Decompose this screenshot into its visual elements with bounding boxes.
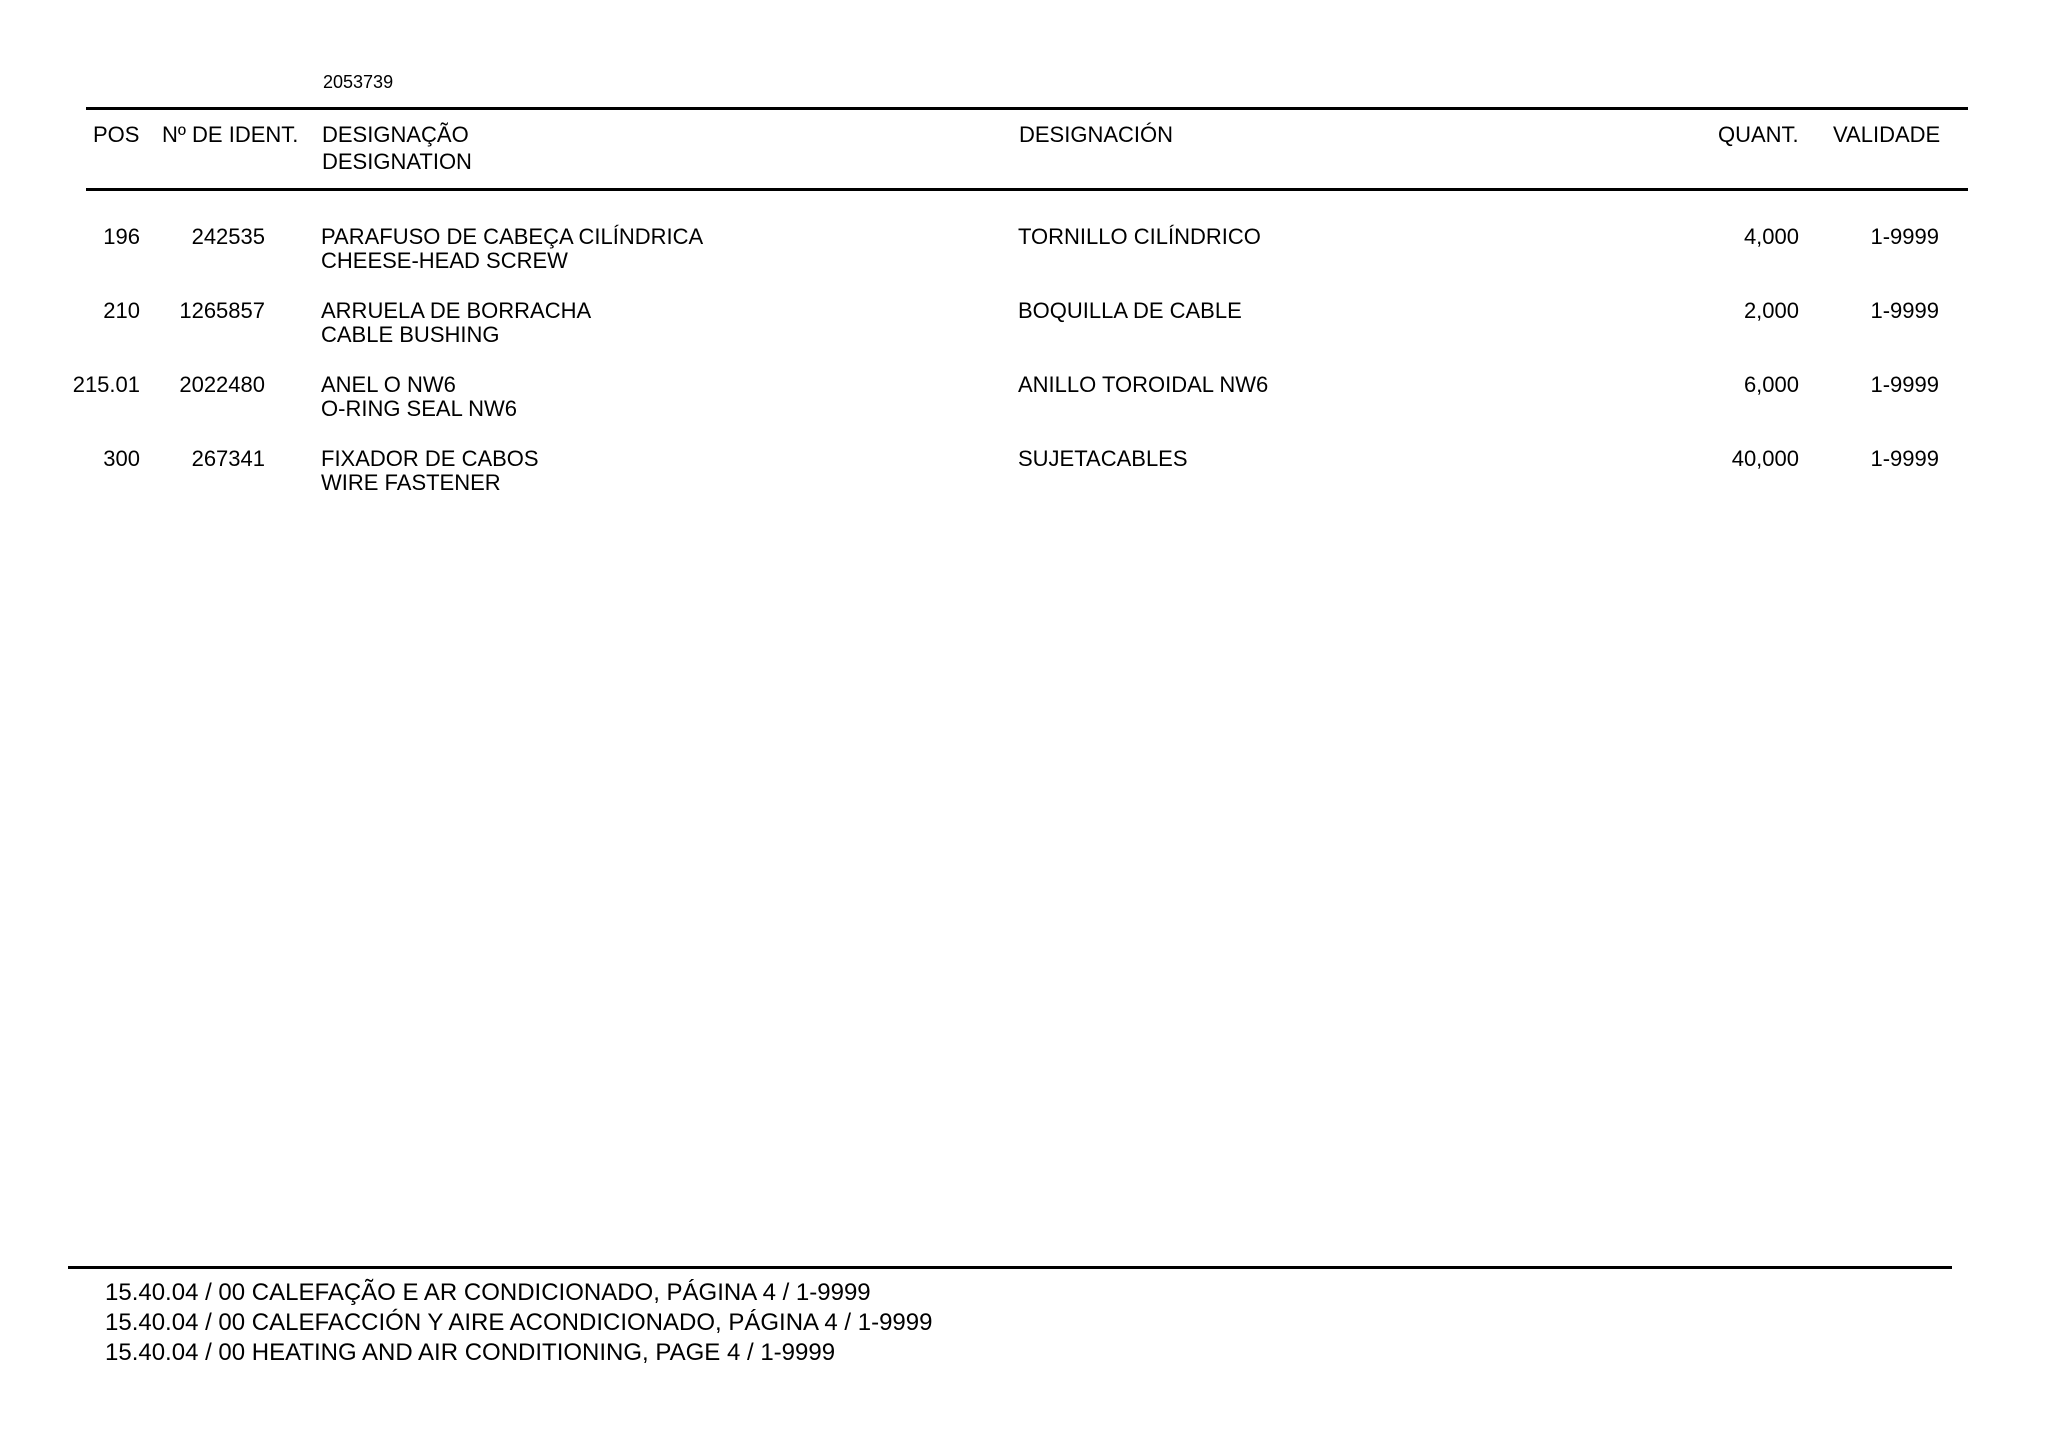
- row-designation-en: CHEESE-HEAD SCREW: [321, 248, 568, 273]
- table-row: [0, 299, 2048, 359]
- table-row: [0, 373, 2048, 433]
- row-quantity: 2,000: [1743, 298, 1799, 323]
- row-quantity: 40,000: [1731, 446, 1799, 471]
- row-validity: 1-9999: [1870, 372, 1939, 397]
- row-designation-es: TORNILLO CILÍNDRICO: [1018, 224, 1261, 249]
- header-quantity: QUANT.: [1718, 122, 1799, 147]
- header-designation-pt: DESIGNAÇÃO: [322, 122, 469, 147]
- table-row: [0, 447, 2048, 507]
- table-row: [0, 225, 2048, 285]
- page-footer: [105, 1278, 932, 1368]
- row-pos: 300: [103, 446, 140, 471]
- row-designation-en: O-RING SEAL NW6: [321, 396, 517, 421]
- row-ident: 1265857: [179, 298, 265, 323]
- row-ident: 267341: [191, 446, 265, 471]
- row-ident: 242535: [191, 224, 265, 249]
- row-quantity: 4,000: [1743, 224, 1799, 249]
- header-validity: VALIDADE: [1833, 122, 1941, 147]
- row-designation-es: SUJETACABLES: [1018, 446, 1188, 471]
- row-validity: 1-9999: [1870, 224, 1939, 249]
- row-validity: 1-9999: [1870, 298, 1939, 323]
- row-designation-en: WIRE FASTENER: [321, 470, 501, 495]
- row-designation: [321, 225, 703, 273]
- row-designation-pt: PARAFUSO DE CABEÇA CILÍNDRICA: [321, 224, 704, 249]
- footer-line-es: 15.40.04 / 00 CALEFACCIÓN Y AIRE ACONDICIONADO, PÁGINA 4 / 1-9999: [105, 1309, 933, 1336]
- row-designation-pt: ARRUELA DE BORRACHA: [321, 298, 592, 323]
- header-designation-es: DESIGNACIÓN: [1019, 122, 1174, 147]
- footer-line-en: 15.40.04 / 00 HEATING AND AIR CONDITIONING, PAGE 4 / 1-9999: [105, 1339, 836, 1366]
- header-ident: Nº DE IDENT.: [162, 122, 299, 147]
- header-top-rule: [86, 107, 1968, 110]
- row-quantity: 6,000: [1743, 372, 1799, 397]
- row-designation-en: CABLE BUSHING: [321, 322, 500, 347]
- row-designation: [321, 299, 591, 347]
- row-pos: 215.01: [72, 372, 140, 397]
- document-number: 2053739: [323, 72, 394, 92]
- header-bottom-rule: [86, 188, 1968, 191]
- header-pos: POS: [93, 122, 140, 147]
- row-designation-pt: ANEL O NW6: [321, 372, 456, 397]
- row-designation-pt: FIXADOR DE CABOS: [321, 446, 539, 471]
- row-pos: 196: [103, 224, 140, 249]
- header-designation-en: DESIGNATION: [322, 149, 472, 174]
- row-designation: [321, 447, 539, 495]
- row-validity: 1-9999: [1870, 446, 1939, 471]
- footer-rule: [68, 1266, 1952, 1269]
- row-ident: 2022480: [179, 372, 265, 397]
- row-pos: 210: [103, 298, 140, 323]
- row-designation: [321, 373, 517, 421]
- header-designation: [322, 121, 472, 175]
- row-designation-es: BOQUILLA DE CABLE: [1018, 298, 1242, 323]
- row-designation-es: ANILLO TOROIDAL NW6: [1018, 372, 1269, 397]
- footer-line-pt: 15.40.04 / 00 CALEFAÇÃO E AR CONDICIONADO, PÁGINA 4 / 1-9999: [105, 1279, 871, 1306]
